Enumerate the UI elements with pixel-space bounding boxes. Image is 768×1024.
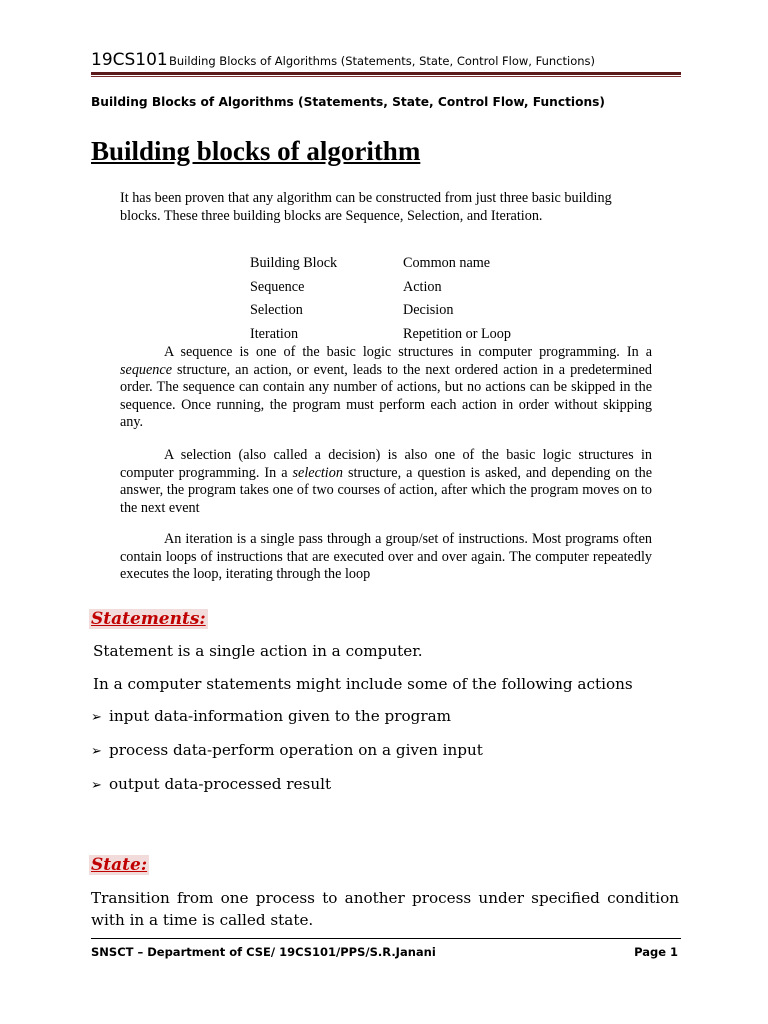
list-item-text: process data-perform operation on a given input <box>109 741 483 759</box>
list-item-text: output data-processed result <box>109 775 332 793</box>
footer-credit: SNSCT – Department of CSE/ 19CS101/PPS/S.R.Janani <box>91 945 436 959</box>
list-item <box>91 741 483 759</box>
statements-heading: Statements: <box>91 609 206 629</box>
footer-rule <box>91 938 681 939</box>
table-cell: Action <box>403 278 442 295</box>
selection-emphasis: selection <box>292 464 343 481</box>
table-cell: Selection <box>250 302 303 318</box>
sequence-emphasis: sequence <box>120 361 172 378</box>
header-rule-thin <box>91 76 681 77</box>
state-heading: State: <box>91 855 148 875</box>
header-rule <box>91 72 681 75</box>
arrow-bullet-icon: ➢ <box>91 710 102 725</box>
selection-text-after: structure, a question is asked, and depending on the answer, the program takes one of two courses of action, after which the program moves on to the next event <box>120 464 653 516</box>
table-cell: Sequence <box>250 278 305 295</box>
selection-text-before: A selection (also called a decision) is also one of the basic logic structures in computer programming. In a <box>120 447 652 481</box>
statements-intro: In a computer statements might include some of the following actions <box>93 675 633 693</box>
iteration-text: An iteration is a single pass through a group/set of instructions. Most programs often contain loops of instructions that are executed over and over again. The computer repeatedly executes the loop, iterating through the loop <box>120 531 652 583</box>
list-item <box>91 707 451 725</box>
sequence-text-before: A sequence is one of the basic logic structures in computer programming. In a <box>164 344 652 360</box>
list-item <box>91 775 331 793</box>
table-header-cell: Building Block <box>250 255 338 271</box>
statements-definition: Statement is a single action in a computer. <box>93 642 423 660</box>
table-cell: Repetition or Loop <box>403 325 511 342</box>
intro-paragraph: It has been proven that any algorithm can be constructed from just three basic building blocks. These three building blocks are Sequence, Selection, and Iteration. <box>120 190 612 224</box>
selection-paragraph <box>120 447 652 517</box>
arrow-bullet-icon: ➢ <box>91 778 102 793</box>
state-description: Transition from one process to another process under specified condition with in a time is called state. <box>91 889 679 929</box>
course-code: 19CS101 <box>91 50 168 70</box>
document-subtitle: Building Blocks of Algorithms (Statements, State, Control Flow, Functions) <box>91 95 605 109</box>
table-header-cell: Common name <box>403 255 491 271</box>
sequence-text-after: structure, an action, or event, leads to the next ordered action in a predetermined order. The sequence can contain any number of actions, but no actions can be skipped in the sequence. Once running, the program must perform each action in order without skipping any. <box>120 361 652 431</box>
header-title: Building Blocks of Algorithms (Statements, State, Control Flow, Functions) <box>169 54 595 68</box>
iteration-paragraph <box>120 531 652 584</box>
section-title: Building blocks of algorithm <box>91 136 421 166</box>
page-number: Page 1 <box>634 945 678 959</box>
table-cell: Decision <box>403 302 454 318</box>
arrow-bullet-icon: ➢ <box>91 744 102 759</box>
sequence-paragraph <box>120 344 652 432</box>
table-cell: Iteration <box>250 325 299 342</box>
list-item-text: input data-information given to the program <box>109 707 452 725</box>
